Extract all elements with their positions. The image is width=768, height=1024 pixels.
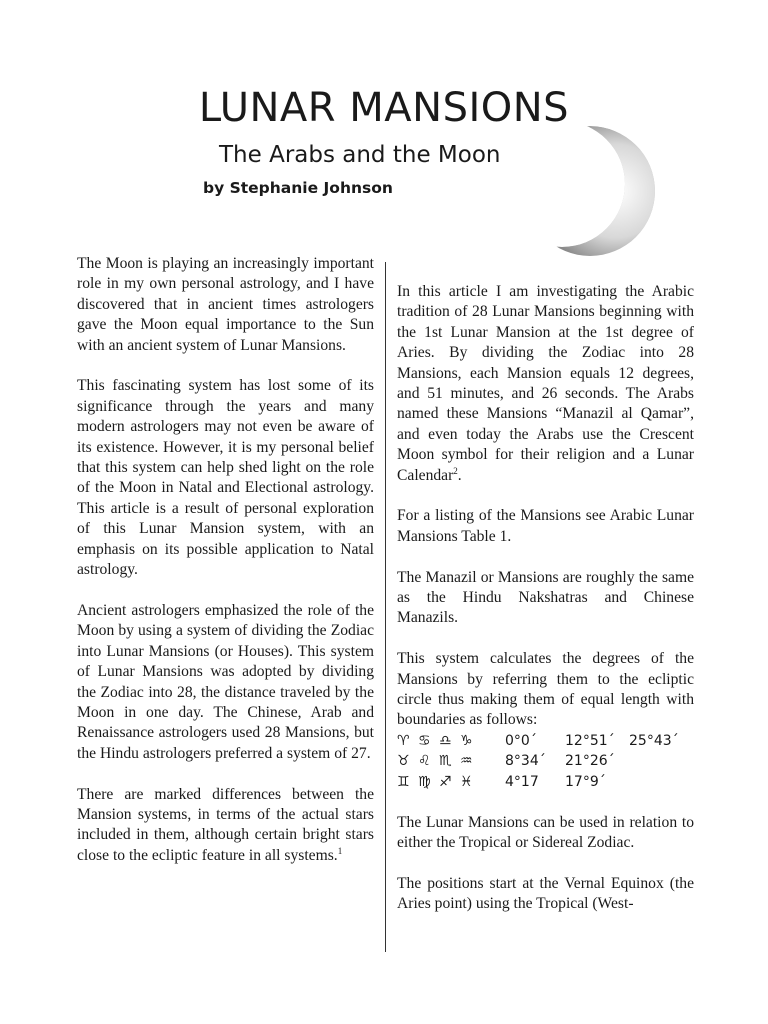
boundary-value: 8°34´ [505, 753, 546, 770]
paragraph [397, 282, 694, 486]
boundary-value: 25°43´ [629, 732, 679, 749]
paragraph: The Manazil or Mansions are roughly the same as the Hindu Nakshatras and Chinese Manazils. [397, 568, 694, 627]
paragraph-end: . [457, 466, 462, 484]
paragraph-text: There are marked differences between the Mansion systems, in terms of the actual stars included in them, although certain bright stars close to the ecliptic feature in all systems. [77, 785, 374, 864]
author-byline: by Stephanie Johnson [203, 179, 393, 197]
paragraph: This fascinating system has lost some of its significance through the years and many modern astrologers may not even be aware of its existence. However, it is my personal belief that this system can help shed light on the role of the Moon in Natal and Electional astrology. This article is a result of personal exploration of this Lunar Mansion system, with an emphasis on its possible application to Natal astrology. [77, 377, 374, 579]
article-title: LUNAR MANSIONS [198, 85, 570, 131]
boundary-value: 0°0´ [505, 732, 537, 749]
column-divider [385, 262, 386, 952]
zodiac-signs: ♈ ♋ ♎ ♑ [397, 732, 475, 749]
paragraph: Ancient astrologers emphasized the role of the Moon by using a system of dividing the Zodiac into Lunar Mansions (or Houses). This system of Lunar Mansions was adopted by dividing the Zodiac into 28, the distance traveled by the Moon in one day. The Chinese, Arab and Renaissance astrologers used 28 Mansions, but the Hindu astrologers preferred a system of 27. [77, 601, 374, 762]
boundary-value: 4°17 [505, 773, 539, 790]
footnote-marker: 2 [453, 465, 458, 476]
paragraph-text: In this article I am investigating the Arabic tradition of 28 Lunar Mansions beginning with the 1st Lunar Mansion at the 1st degree of Aries. By dividing the Zodiac into 28 Mansions, each Mansion equals 12 degrees, and 51 minutes, and 26 seconds. The Arabs named these Mansions “Manazil al Qamar”, and even today the Arabs use the Crescent Moon symbol for their religion and a Lunar Calendar [397, 283, 694, 484]
boundary-value: 17°9´ [565, 773, 606, 790]
crescent-moon-illustration [520, 116, 660, 266]
left-column [77, 254, 374, 887]
boundary-value: 12°51´ [565, 732, 615, 749]
boundary-row [397, 772, 694, 792]
zodiac-signs: ♉ ♌ ♏ ♒ [397, 753, 475, 770]
paragraph: The positions start at the Vernal Equinox (the Aries point) using the Tropical (West- [397, 874, 694, 913]
right-column [397, 282, 694, 935]
paragraph: For a listing of the Mansions see Arabic Lunar Mansions Table 1. [397, 507, 694, 545]
mansion-boundaries-table [397, 731, 694, 792]
paragraph [77, 785, 374, 867]
boundary-row [397, 731, 694, 751]
paragraph: The Moon is playing an increasingly important role in my own personal astrology, and I have discovered that in ancient times astrologers gave the Moon equal importance to the Sun with an ancient system of Lunar Mansions. [77, 255, 374, 354]
footnote-marker: 1 [337, 845, 343, 856]
zodiac-signs: ♊ ♍ ♐ ♓ [397, 773, 475, 790]
paragraph: This system calculates the degrees of the Mansions by referring them to the ecliptic circle thus making them of equal length with boundaries as follows: [397, 650, 694, 729]
boundary-row [397, 751, 694, 771]
article-subtitle: The Arabs and the Moon [219, 142, 501, 168]
paragraph: The Lunar Mansions can be used in relation to either the Tropical or Sidereal Zodiac. [397, 813, 694, 851]
boundary-value: 21°26´ [565, 753, 615, 770]
